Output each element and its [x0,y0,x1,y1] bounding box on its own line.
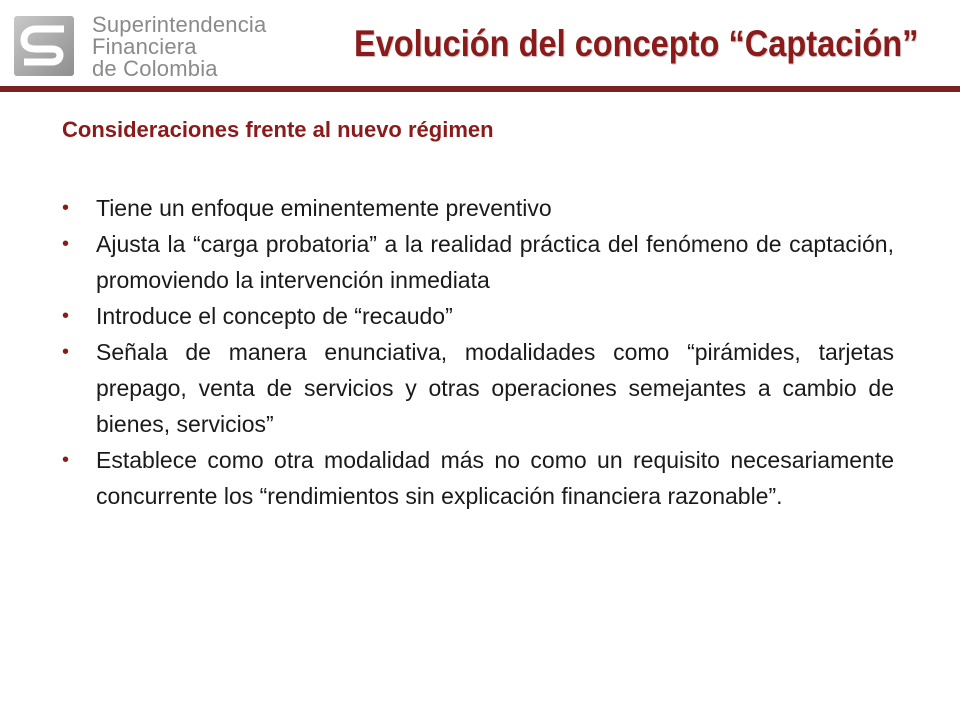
logo-line-1: Superintendencia [92,12,267,37]
bullet-icon: • [62,197,70,219]
bullet-text: Tiene un enfoque eminentemente preventivo [96,195,552,221]
bullet-icon: • [62,449,70,471]
bullet-item [60,334,894,442]
bullet-text: Señala de manera enunciativa, modalidades como “pirámides, tarjetas prepago, venta de servicios y otras operaciones semejantes a cambio de bienes, servicios” [96,339,894,437]
logo-line-3: de Colombia [92,56,218,81]
slide-title: Evolución del concepto “Captación” [353,23,918,64]
bullet-text: Establece como otra modalidad más no como un requisito necesariamente concurrente los “rendimientos sin explicación financiera razonable”. [96,447,894,509]
section-heading: Consideraciones frente al nuevo régimen [62,117,494,142]
bullet-text: Introduce el concepto de “recaudo” [96,303,453,329]
header-divider [0,86,960,92]
logo-wordmark [92,14,266,80]
logo-line-2: Financiera [92,34,197,59]
bullet-item [60,226,894,298]
slide-header [0,0,960,95]
bullet-text: Ajusta la “carga probatoria” a la realidad práctica del fenómeno de captación, promoviendo la intervención inmediata [96,231,894,293]
bullet-item [60,298,894,334]
bullet-icon: • [62,305,70,327]
bullet-item [60,190,894,226]
sfc-logo-icon [14,16,74,76]
bullet-icon: • [62,233,70,255]
bullet-icon: • [62,341,70,363]
bullet-item [60,442,894,514]
bullet-list [60,190,894,514]
